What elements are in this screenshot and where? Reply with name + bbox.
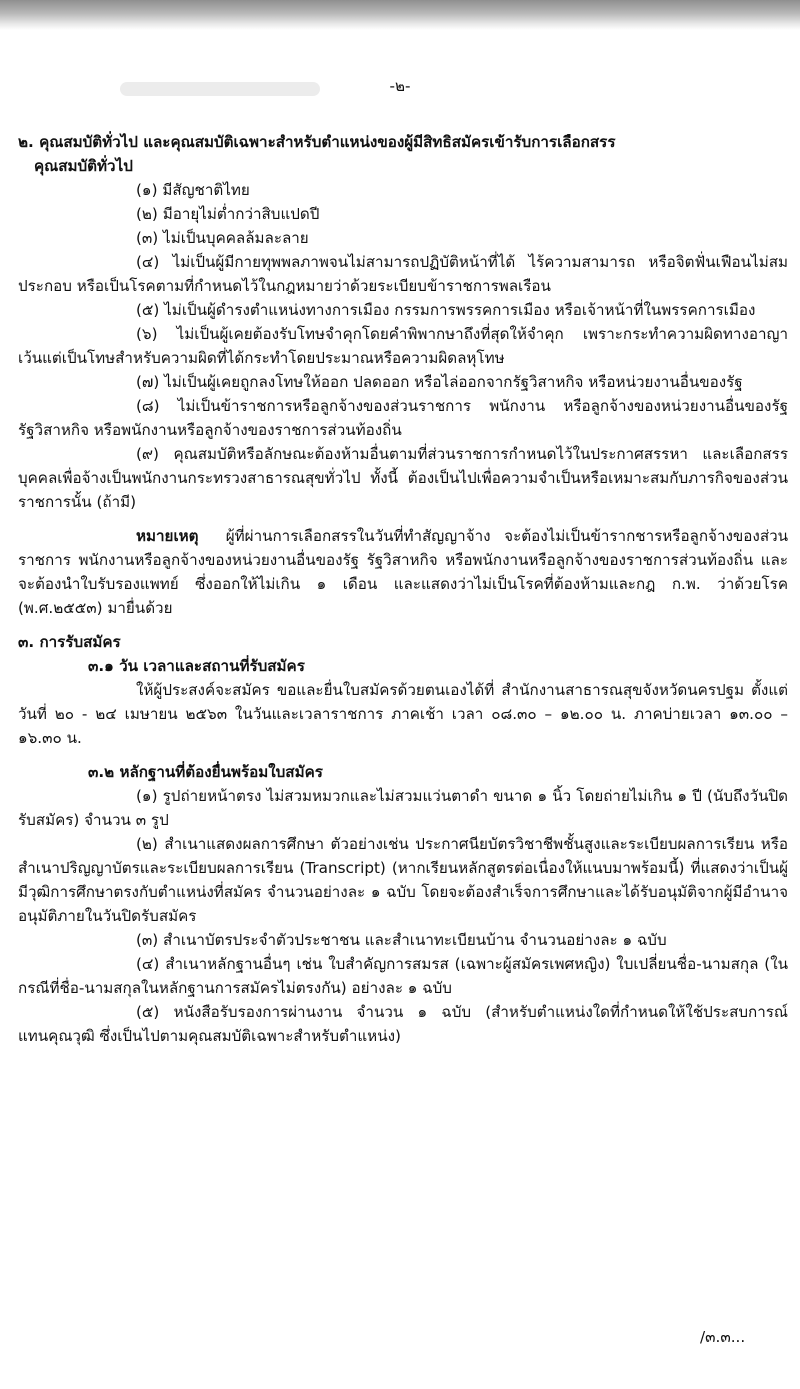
document-item-3: (๓) สำเนาบัตรประจำตัวประชาชน และสำเนาทะเบียนบ้าน จำนวนอย่างละ ๑ ฉบับ bbox=[136, 931, 667, 949]
qualification-item-7: (๗) ไม่เป็นผู้เคยถูกลงโทษให้ออก ปลดออก หรือไล่ออกจากรัฐวิสาหกิจ หรือหน่วยงานอื่นของรัฐ bbox=[136, 373, 743, 391]
qualification-item-1: (๑) มีสัญชาติไทย bbox=[136, 181, 250, 199]
section2-subheading: คุณสมบัติทั่วไป bbox=[34, 157, 133, 175]
page-number: -๒- bbox=[389, 77, 411, 95]
note-paragraph bbox=[18, 524, 788, 620]
continuation-marker: /๓.๓... bbox=[700, 1328, 746, 1346]
note-text: ผู้ที่ผ่านการเลือกสรรในวันที่ทำสัญญาจ้าง จะต้องไม่เป็นข้ารากชารหรือลูกจ้างของส่วนราชการ พนักงานหรือลูกจ้างของหน่วยงานอื่นของรัฐ รัฐวิสาหกิจ หรือพนักงานหรือลูกจ้างของราชการส่วนท้องถิ่น และจะต้องนำใบรับรองแพทย์ ซึ่งออกให้ไม่เกิน ๑ เดือน และแสดงว่าไม่เป็นโรคที่ต้องห้ามและกฎ ก.พ. ว่าด้วยโรค (พ.ศ.๒๕๕๓) มายื่นด้วย bbox=[18, 527, 789, 617]
section2-heading: ๒. คุณสมบัติทั่วไป และคุณสมบัติเฉพาะสำหรับตำแหน่งของผู้มีสิทธิสมัครเข้ารับการเลือกสรร bbox=[18, 133, 616, 151]
qualification-item-3: (๓) ไม่เป็นบุคคลล้มละลาย bbox=[136, 229, 309, 247]
document-item-5: (๕) หนังสือรับรองการผ่านงาน จำนวน ๑ ฉบับ (สำหรับตำแหน่งใดที่กำหนดให้ใช้ประสบการณ์แทนคุณวุฒิ ซึ่งเป็นไปตามคุณสมบัติเฉพาะสำหรับตำแหน่ง) bbox=[18, 1003, 788, 1045]
scan-shadow-top bbox=[0, 0, 800, 30]
qualification-item-5: (๕) ไม่เป็นผู้ดำรงตำแหน่งทางการเมือง กรรมการพรรคการเมือง หรือเจ้าหน้าที่ในพรรคการเมือง bbox=[136, 301, 756, 319]
qualification-item-8: (๘) ไม่เป็นข้าราชการหรือลูกจ้างของส่วนราชการ พนักงาน หรือลูกจ้างของหน่วยงานอื่นของรัฐ รัฐวิสาหกิจ หรือพนักงานหรือลูกจ้างของราชการส่วนท้องถิ่น bbox=[18, 397, 788, 439]
document-item-4: (๔) สำเนาหลักฐานอื่นๆ เช่น ใบสำคัญการสมรส (เฉพาะผู้สมัครเพศหญิง) ใบเปลี่ยนชื่อ-นามสกุล (ในกรณีที่ชื่อ-นามสกุลในหลักฐานการสมัครไม่ตรงกัน) อย่างละ ๑ ฉบับ bbox=[18, 955, 788, 997]
section3-1-text: ให้ผู้ประสงค์จะสมัคร ขอและยื่นใบสมัครด้วยตนเองได้ที่ สำนักงานสาธารณสุขจังหวัดนครปฐม ตั้งแต่วันที่ ๒๐ - ๒๔ เมษายน ๒๕๖๓ ในวันและเวลาราชการ ภาคเช้า เวลา ๐๘.๓๐ – ๑๒.๐๐ น. ภาคบ่ายเวลา ๑๓.๐๐ – ๑๖.๓๐ น. bbox=[18, 681, 788, 747]
document-body bbox=[18, 130, 788, 1048]
note-label: หมายเหตุ bbox=[136, 527, 199, 545]
document-item-2: (๒) สำเนาแสดงผลการศึกษา ตัวอย่างเช่น ประกาศนียบัตรวิชาชีพชั้นสูงและระเบียบผลการเรียน หรือ สำเนาปริญญาบัตรและระเบียบผลการเรียน (Transcript) (หากเรียนหลักสูตรต่อเนื่องให้แนบมาพร้อมนี้) ที่แสดงว่าเป็นผู้มีวุฒิการศึกษาตรงกับตำแหน่งที่สมัคร จำนวนอย่างละ ๑ ฉบับ โดยจะต้องสำเร็จการศึกษาและได้รับอนุมัติจากผู้มีอำนาจอนุมัติภายในวันปิดรับสมัคร bbox=[18, 835, 788, 925]
section3-1-heading: ๓.๑ วัน เวลาและสถานที่รับสมัคร bbox=[88, 657, 305, 675]
qualification-item-4: (๔) ไม่เป็นผู้มีกายทุพพลภาพจนไม่สามารถปฏิบัติหน้าที่ได้ ไร้ความสามารถ หรือจิตฟั่นเฟือนไม่สมประกอบ หรือเป็นโรคตามที่กำหนดไว้ในกฎหมายว่าด้วยระเบียบข้าราชการพลเรือน bbox=[18, 253, 788, 295]
qualification-item-2: (๒) มีอายุไม่ต่ำกว่าสิบแปดปี bbox=[136, 205, 320, 223]
qualification-item-6: (๖) ไม่เป็นผู้เคยต้องรับโทษจำคุกโดยคำพิพากษาถึงที่สุดให้จำคุก เพราะกระทำความผิดทางอาญา เว้นแต่เป็นโทษสำหรับความผิดที่ได้กระทำโดยประมาณหรือความผิดลหุโทษ bbox=[18, 325, 788, 367]
qualification-item-9: (๙) คุณสมบัติหรือลักษณะต้องห้ามอื่นตามที่ส่วนราชการกำหนดไว้ในประกาศสรรหา และเลือกสรรบุคคลเพื่อจ้างเป็นพนักงานกระทรวงสาธารณสุขทั่วไป ทั้งนี้ ต้องเป็นไปเพื่อความจำเป็นหรือเหมาะสมกับภารกิจของส่วนราชการนั้น (ถ้ามี) bbox=[18, 445, 788, 511]
section3-2-heading: ๓.๒ หลักฐานที่ต้องยื่นพร้อมใบสมัคร bbox=[88, 763, 323, 781]
section3-heading: ๓. การรับสมัคร bbox=[18, 633, 121, 651]
document-item-1: (๑) รูปถ่ายหน้าตรง ไม่สวมหมวกและไม่สวมแว่นตาดำ ขนาด ๑ นิ้ว โดยถ่ายไม่เกิน ๑ ปี (นับถึงวันปิดรับสมัคร) จำนวน ๓ รูป bbox=[18, 787, 788, 829]
